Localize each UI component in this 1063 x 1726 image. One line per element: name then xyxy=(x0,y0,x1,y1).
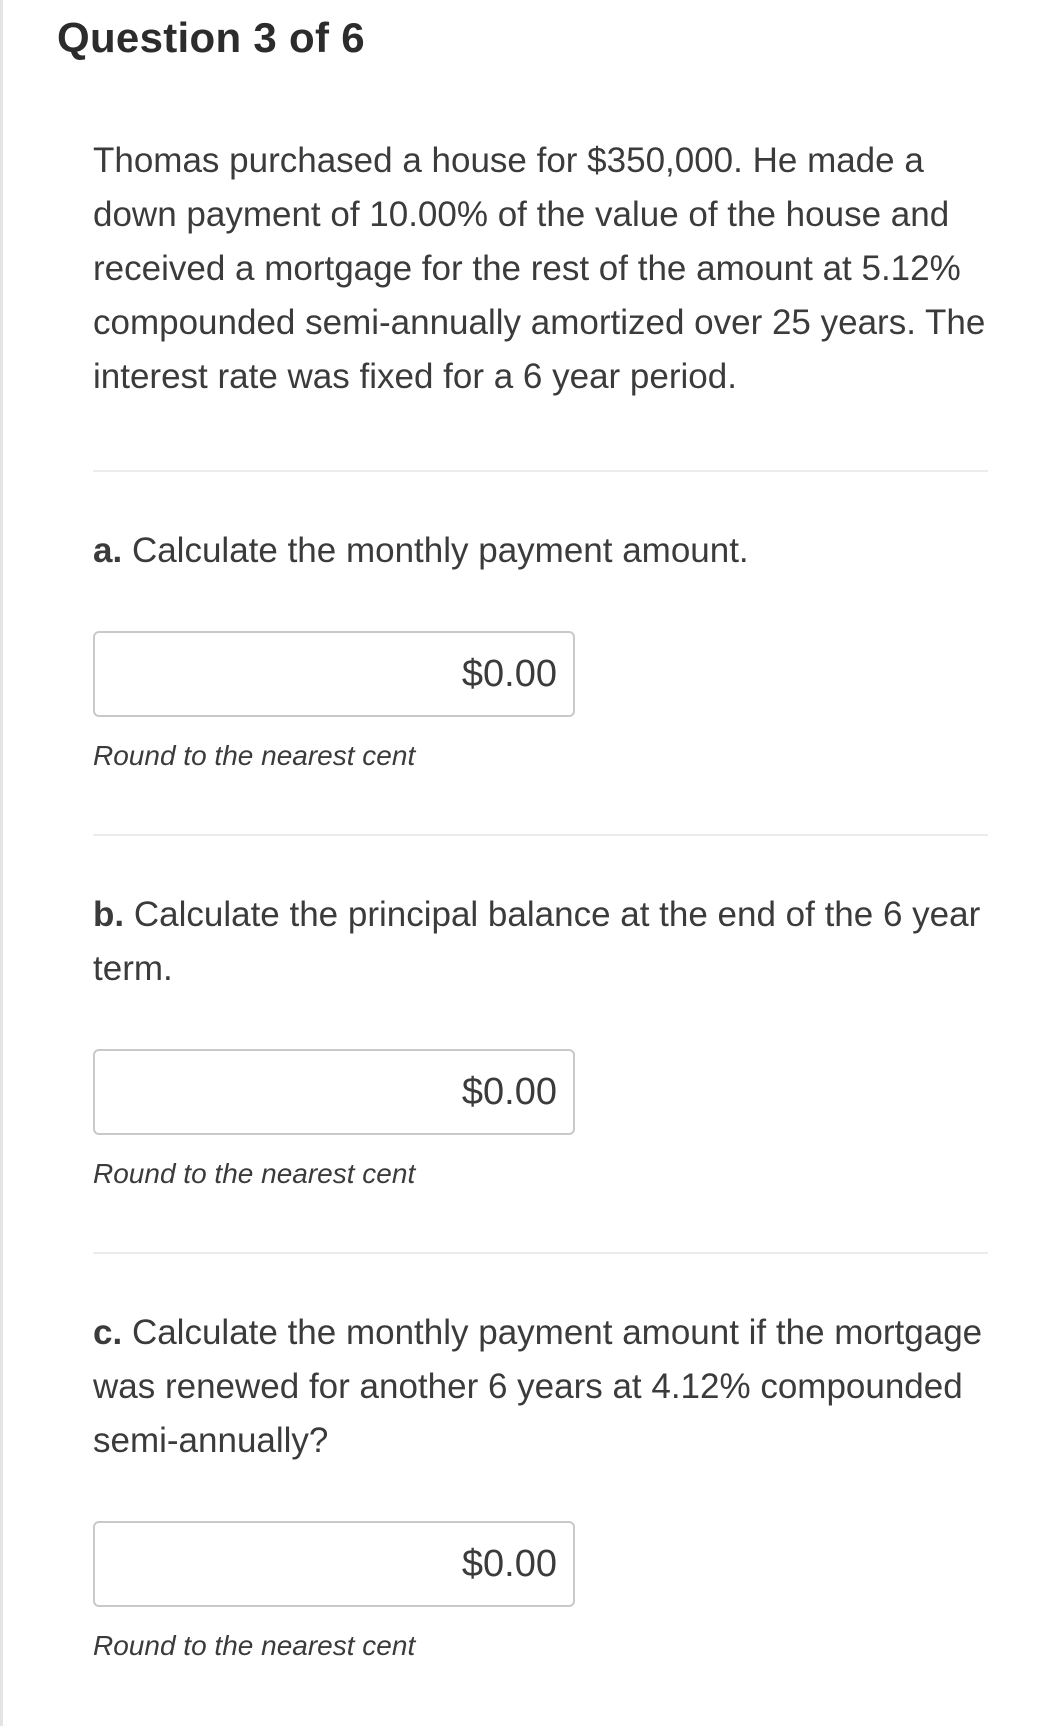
part-a-answer-field[interactable] xyxy=(93,631,575,717)
part-c-letter: c. xyxy=(93,1313,123,1352)
part-b-hint: Round to the nearest cent xyxy=(93,1158,416,1189)
part-b-letter: b. xyxy=(93,895,125,934)
part-c-answer-field[interactable] xyxy=(93,1521,575,1607)
part-a-letter: a. xyxy=(93,531,123,570)
part-b-answer-field[interactable] xyxy=(93,1049,575,1135)
question-content xyxy=(93,134,988,1664)
part-c-hint: Round to the nearest cent xyxy=(93,1630,416,1661)
part-c-text: Calculate the monthly payment amount if the mortgage was renewed for another 6 years at 4.12% compounded semi-annually? xyxy=(93,1313,983,1460)
part-a-prompt xyxy=(93,524,988,578)
part-a-text: Calculate the monthly payment amount. xyxy=(131,531,749,570)
part-c-prompt xyxy=(93,1306,988,1468)
part-c xyxy=(93,1306,988,1664)
part-a-answer-input[interactable] xyxy=(95,653,557,696)
problem-statement: Thomas purchased a house for $350,000. He made a down payment of 10.00% of the value of the house and received a mortgage for the rest of the amount at 5.12% compounded semi-annually amortized over 25 years. The interest rate was fixed for a 6 year period. xyxy=(93,141,986,396)
part-b-text: Calculate the principal balance at the end of the 6 year term. xyxy=(93,895,981,988)
part-b xyxy=(93,888,988,1192)
part-b-answer-input[interactable] xyxy=(95,1071,557,1114)
page-title: Question 3 of 6 xyxy=(57,14,365,61)
left-border xyxy=(0,0,3,1726)
part-a xyxy=(93,524,988,774)
part-b-prompt xyxy=(93,888,988,996)
part-c-answer-input[interactable] xyxy=(95,1543,557,1586)
part-a-hint: Round to the nearest cent xyxy=(93,740,416,771)
